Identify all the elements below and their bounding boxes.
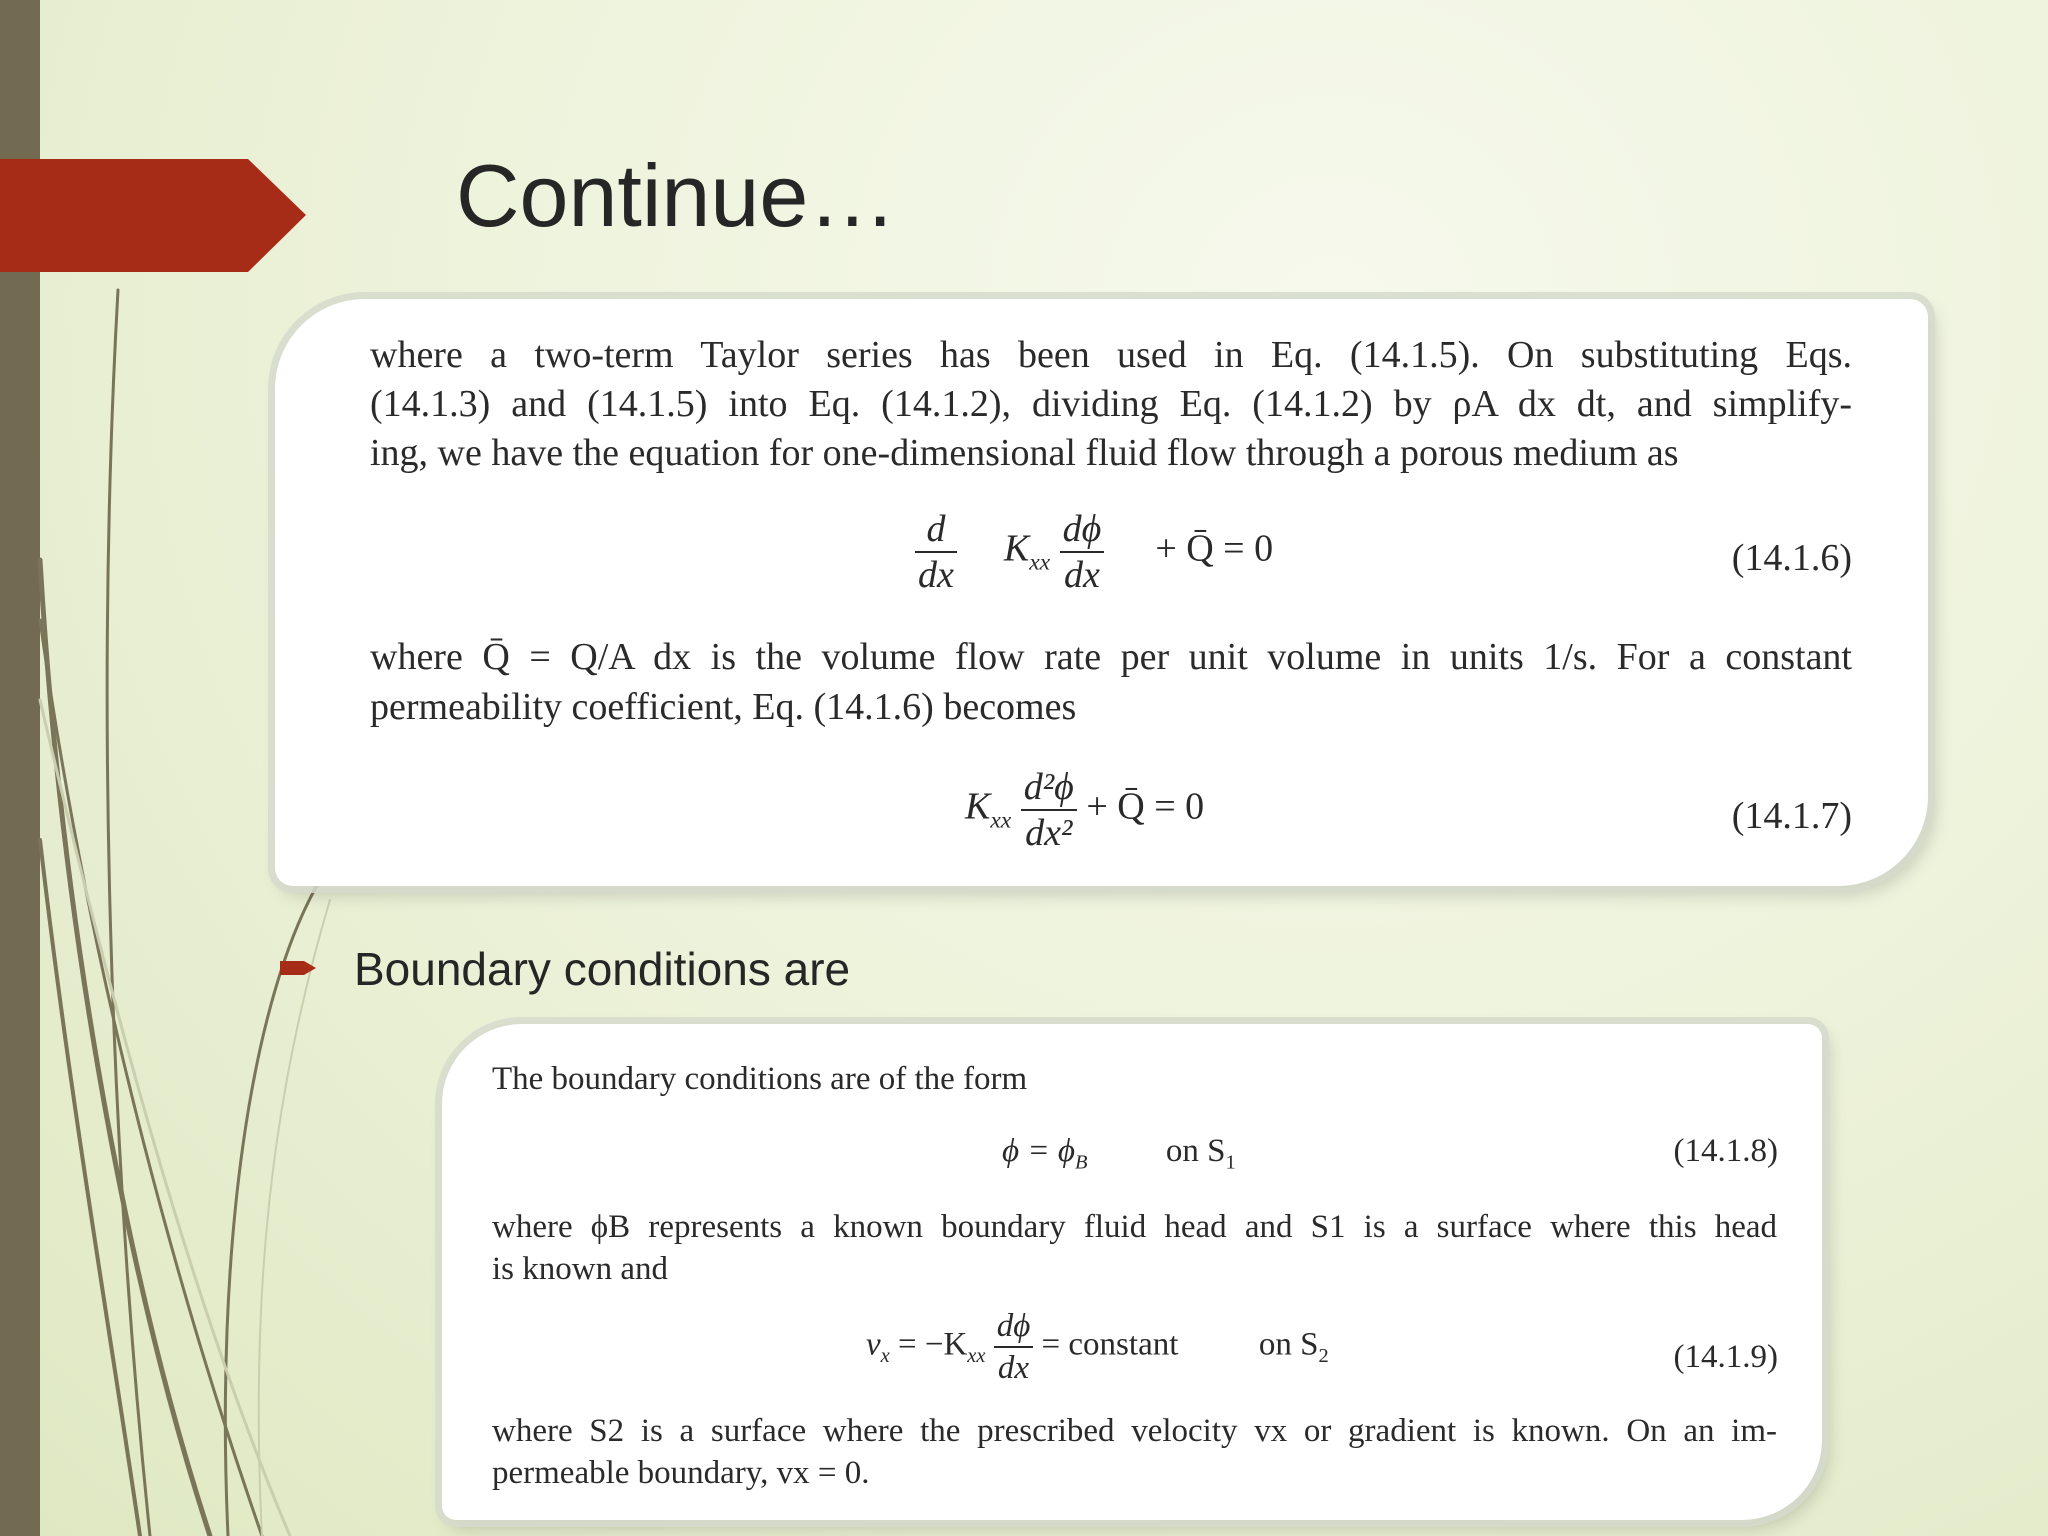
paragraph-line: is known and [492,1251,668,1287]
paragraph-line: where ϕB represents a known boundary fluid head and S1 is a surface where this head [492,1209,1777,1245]
equation-panel-boundary-conditions [442,1024,1822,1520]
equation-number: (14.1.6) [1731,537,1852,579]
equation-panel-fluid-flow [275,299,1928,886]
paragraph-line: permeability coefficient, Eq. (14.1.6) becomes [370,686,1077,728]
fraction-dphi-dx: $\frac{d\phi}{dx}$ [994,1306,1034,1388]
paragraph-line: permeable boundary, vx = 0. [492,1455,870,1491]
fraction-dphi-dx: $\frac{d\phi}{dx}$ [1060,507,1105,597]
paragraph-line: where S2 is a surface where the prescribed velocity vx or gradient is known. On an im- [492,1413,1777,1449]
bullet-text: Boundary conditions are [354,943,851,995]
arrow-bullet-icon [280,956,320,980]
paragraph-line: where a two-term Taylor series has been used in Eq. (14.1.5). On substituting Eqs. [370,334,1852,376]
title-arrow-shape [0,0,310,300]
fraction-d2phi-dx2: $\frac{\text{d²ϕ}}{\text{dx²}}$ [1021,765,1077,855]
equation-14-1-6: $\frac{d}{dx}$ $K_{xx}$ $\frac{d\phi}{dx}$ + Q̄ = 0 [915,507,1273,597]
equation-number: (14.1.8) [1673,1133,1778,1169]
equation-14-1-8: $\phi = \phi_B$ on $S_1$ [1002,1133,1236,1174]
equation-14-1-9: $v_x = -K_{xx}$ $\frac{d\phi}{dx}$ = constant on $S_2$ [866,1308,1329,1386]
paragraph-line: (14.1.3) and (14.1.5) into Eq. (14.1.2), dividing Eq. (14.1.2) by ρA dx dt, and simplify- [370,383,1852,425]
equation-number: (14.1.7) [1731,795,1852,837]
intro-line: The boundary conditions are of the form [492,1061,1028,1097]
equation-14-1-7: $K_{xx}$ $\frac{\text{d²ϕ}}{\text{dx²}}$ + Q̄ = 0 [965,766,1205,854]
paragraph-line: where Q̄ = Q/A dx is the volume flow rate per unit volume in units 1/s. For a constant [370,636,1852,678]
equation-number: (14.1.9) [1673,1339,1778,1375]
fraction-d-dx: $\frac{d}{dx}$ [915,507,957,597]
slide-title: Continue… [456,146,897,245]
paragraph-line: ing, we have the equation for one-dimensional fluid flow through a porous medium as [370,432,1679,474]
